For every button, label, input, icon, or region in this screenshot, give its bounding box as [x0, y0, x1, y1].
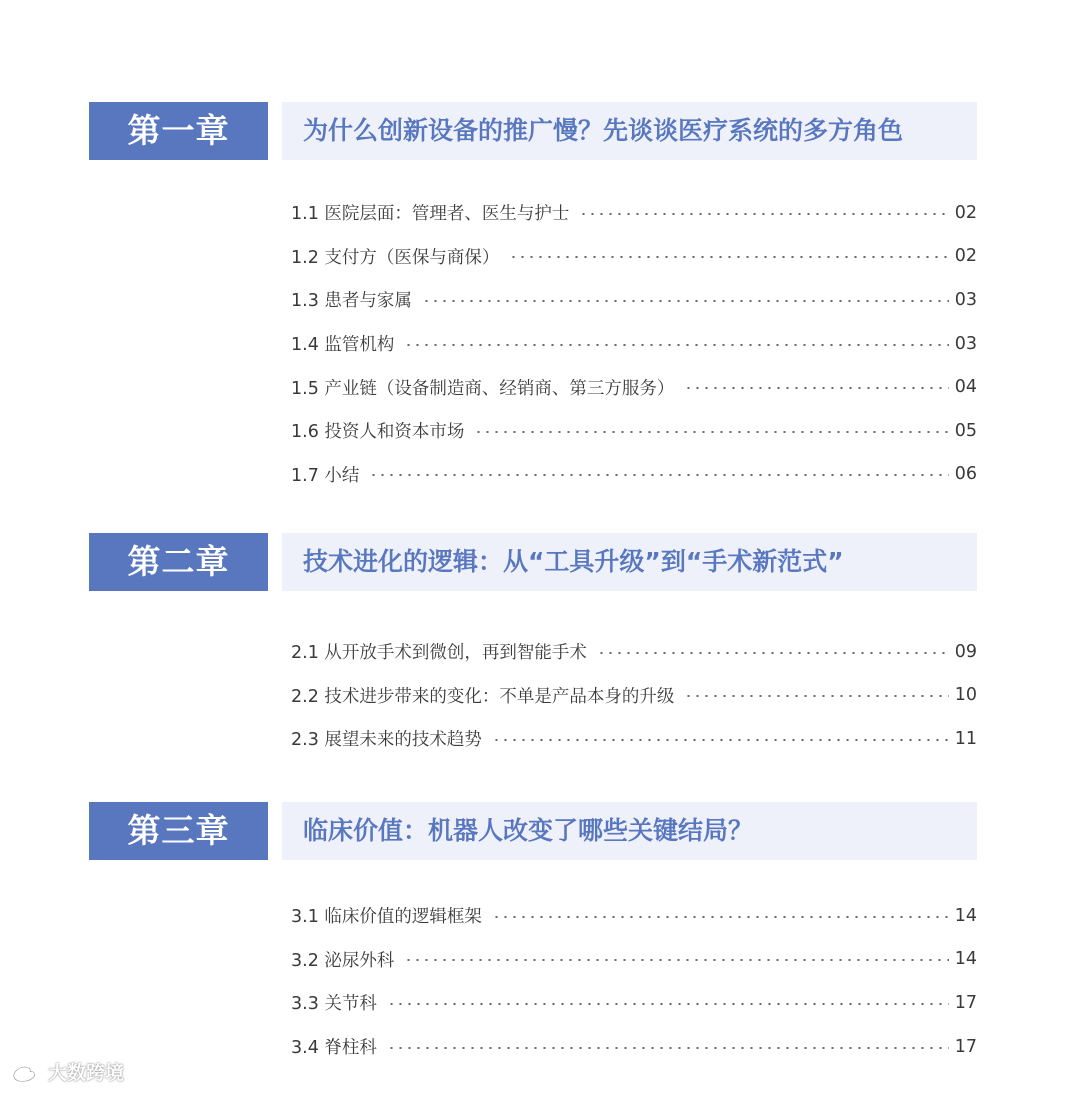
dot-leader [684, 695, 948, 697]
chapter-badge: 第一章 [89, 102, 268, 160]
toc-entry-label: 3.2 泌尿外科 [291, 950, 395, 971]
toc-entry[interactable] [291, 191, 977, 235]
toc-entry[interactable] [291, 322, 977, 366]
toc-entry[interactable] [291, 278, 977, 322]
toc-entry[interactable] [291, 938, 977, 982]
toc-entry-label: 2.1 从开放手术到微创，再到智能手术 [291, 643, 587, 664]
toc-page-number: 05 [954, 420, 977, 441]
toc-page-number: 04 [954, 377, 977, 398]
toc-entry-label: 1.3 患者与家属 [291, 291, 412, 312]
dot-leader [474, 431, 948, 433]
toc-entry-label: 1.5 产业链（设备制造商、经销商、第三方服务） [291, 378, 675, 399]
toc-page-number: 02 [954, 246, 977, 267]
toc-entry-label: 2.2 技术进步带来的变化：不单是产品本身的升级 [291, 686, 675, 707]
toc-entry[interactable] [291, 453, 977, 497]
dot-leader [684, 387, 948, 389]
dot-leader [597, 652, 949, 654]
toc-entry-label: 1.6 投资人和资本市场 [291, 422, 465, 443]
toc-list-chapter-2 [291, 630, 977, 761]
chapter-title[interactable]: 技术进化的逻辑：从“工具升级”到“手术新范式” [303, 547, 844, 576]
chapter-title-box [282, 102, 977, 160]
dot-leader [422, 300, 949, 302]
toc-entry-label: 3.4 脊柱科 [291, 1038, 377, 1059]
toc-entry[interactable] [291, 630, 977, 674]
toc-entry-label: 3.1 临床价值的逻辑框架 [291, 907, 482, 928]
chapter-badge: 第二章 [89, 533, 268, 591]
toc-entry-label: 1.2 支付方（医保与商保） [291, 247, 500, 268]
chapter-header [89, 802, 977, 860]
toc-entry[interactable] [291, 365, 977, 409]
toc-page-number: 03 [954, 333, 977, 354]
dot-leader [579, 213, 948, 215]
toc-entry[interactable] [291, 717, 977, 761]
toc-entry-label: 1.7 小结 [291, 465, 360, 486]
toc-page-number: 06 [954, 464, 977, 485]
dot-leader [387, 1047, 949, 1049]
dot-leader [404, 344, 948, 346]
watermark-text: 大数跨境 [48, 1062, 125, 1084]
dot-leader [492, 739, 949, 741]
toc-page-number: 17 [954, 1036, 977, 1057]
chapter-header [89, 102, 977, 160]
toc-entry-label: 2.3 展望未来的技术趋势 [291, 730, 482, 751]
chapter-title[interactable]: 临床价值：机器人改变了哪些关键结局？ [303, 816, 754, 845]
toc-entry[interactable] [291, 409, 977, 453]
dot-leader [509, 256, 948, 258]
toc-entry[interactable] [291, 235, 977, 279]
dot-leader [369, 474, 948, 476]
dot-leader [492, 916, 949, 918]
toc-page-number: 11 [954, 728, 977, 749]
chapter-title[interactable]: 为什么创新设备的推广慢？先谈谈医疗系统的多方角色 [303, 116, 904, 145]
chapter-header [89, 533, 977, 591]
toc-list-chapter-1 [291, 191, 977, 496]
toc-page-number: 03 [954, 289, 977, 310]
toc-entry[interactable] [291, 894, 977, 938]
chapter-badge: 第三章 [89, 802, 268, 860]
toc-list-chapter-3 [291, 894, 977, 1068]
chapter-title-box [282, 533, 977, 591]
toc-entry[interactable] [291, 1025, 977, 1069]
chapter-3 [89, 802, 977, 860]
toc-entry-label: 3.3 关节科 [291, 994, 377, 1015]
toc-entry-label: 1.1 医院层面：管理者、医生与护士 [291, 204, 570, 225]
toc-page-number: 14 [954, 905, 977, 926]
toc-entry[interactable] [291, 674, 977, 718]
chapter-title-box [282, 802, 977, 860]
toc-page-number: 10 [954, 685, 977, 706]
toc-page-number: 14 [954, 949, 977, 970]
toc-entry[interactable] [291, 981, 977, 1025]
chapter-2 [89, 533, 977, 591]
toc-page-number: 09 [954, 641, 977, 662]
dot-leader [387, 1003, 949, 1005]
toc-page-number: 17 [954, 992, 977, 1013]
dot-leader [404, 959, 948, 961]
toc-page-number: 02 [954, 202, 977, 223]
chapter-1 [89, 102, 977, 160]
watermark [12, 1058, 124, 1085]
weibo-logo-icon [12, 1061, 42, 1083]
toc-entry-label: 1.4 监管机构 [291, 335, 395, 356]
